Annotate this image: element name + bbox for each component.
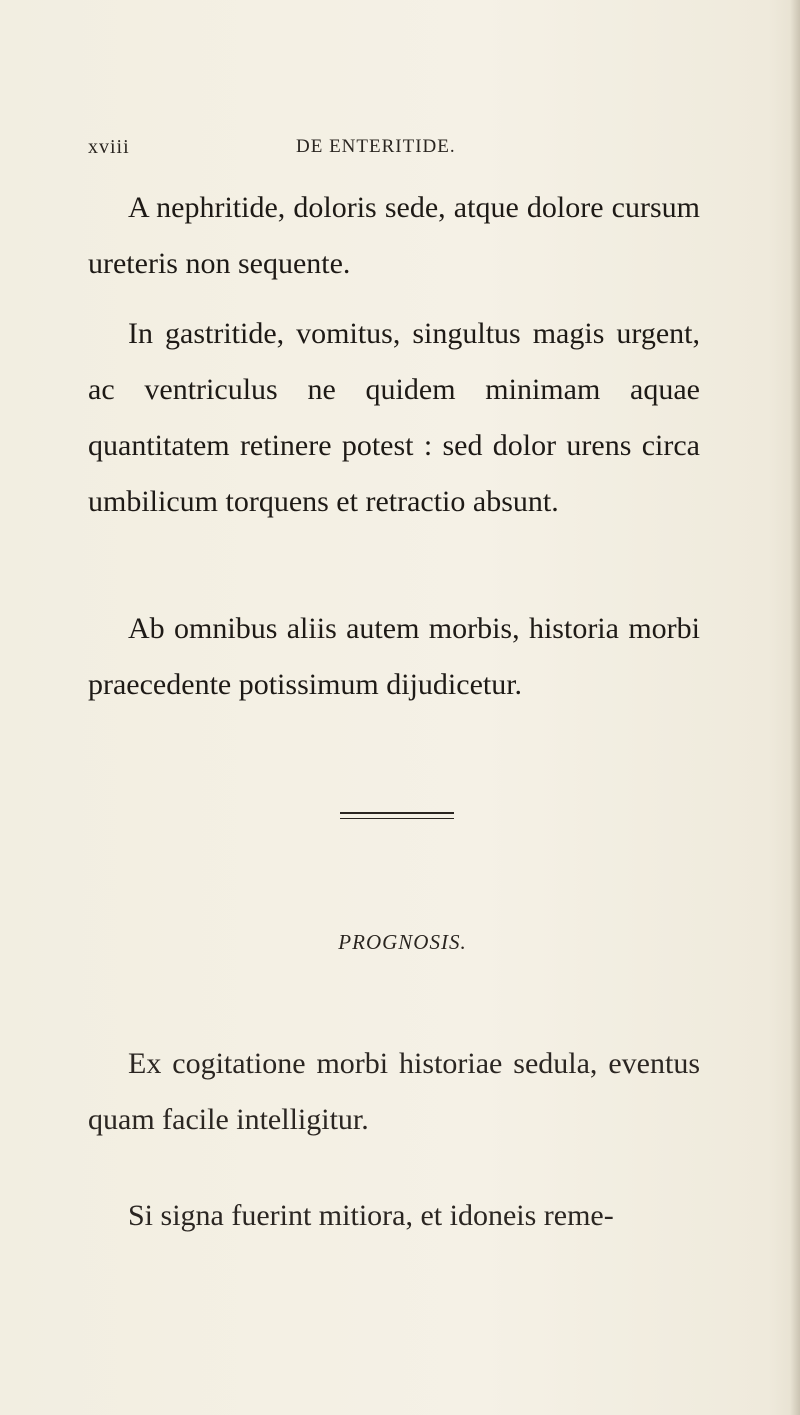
page-number: xviii	[88, 136, 130, 158]
section-heading	[0, 930, 800, 955]
paragraph-nephritis: A nephritide, doloris sede, atque dolore cursum ureteris non sequente.	[88, 191, 700, 280]
paragraph-gastritis: In gastritide, vomitus, singultus magis urgent, ac ventriculus ne quidem minimam aquae quantitatem retinere potest : sed dolor urens circa umbilicum torquens et retractio absunt.	[88, 317, 700, 518]
running-head-title: DE ENTERITIDE.	[296, 136, 456, 157]
section-divider-rule	[340, 812, 454, 819]
paragraph-prognosis-1: Ex cogitatione morbi historiae sedula, eventus quam facile intelligitur.	[88, 1047, 700, 1136]
running-head	[88, 136, 688, 166]
page-edge-shadow	[790, 0, 800, 1415]
paragraph-diagnosis: Ab omnibus aliis autem morbis, historia morbi praecedente potissimum dijudicetur.	[88, 612, 700, 701]
section-heading-text: PROGNOSIS.	[338, 930, 467, 954]
paragraph-prognosis-2: Si signa fuerint mitiora, et idoneis reme-	[128, 1199, 614, 1232]
